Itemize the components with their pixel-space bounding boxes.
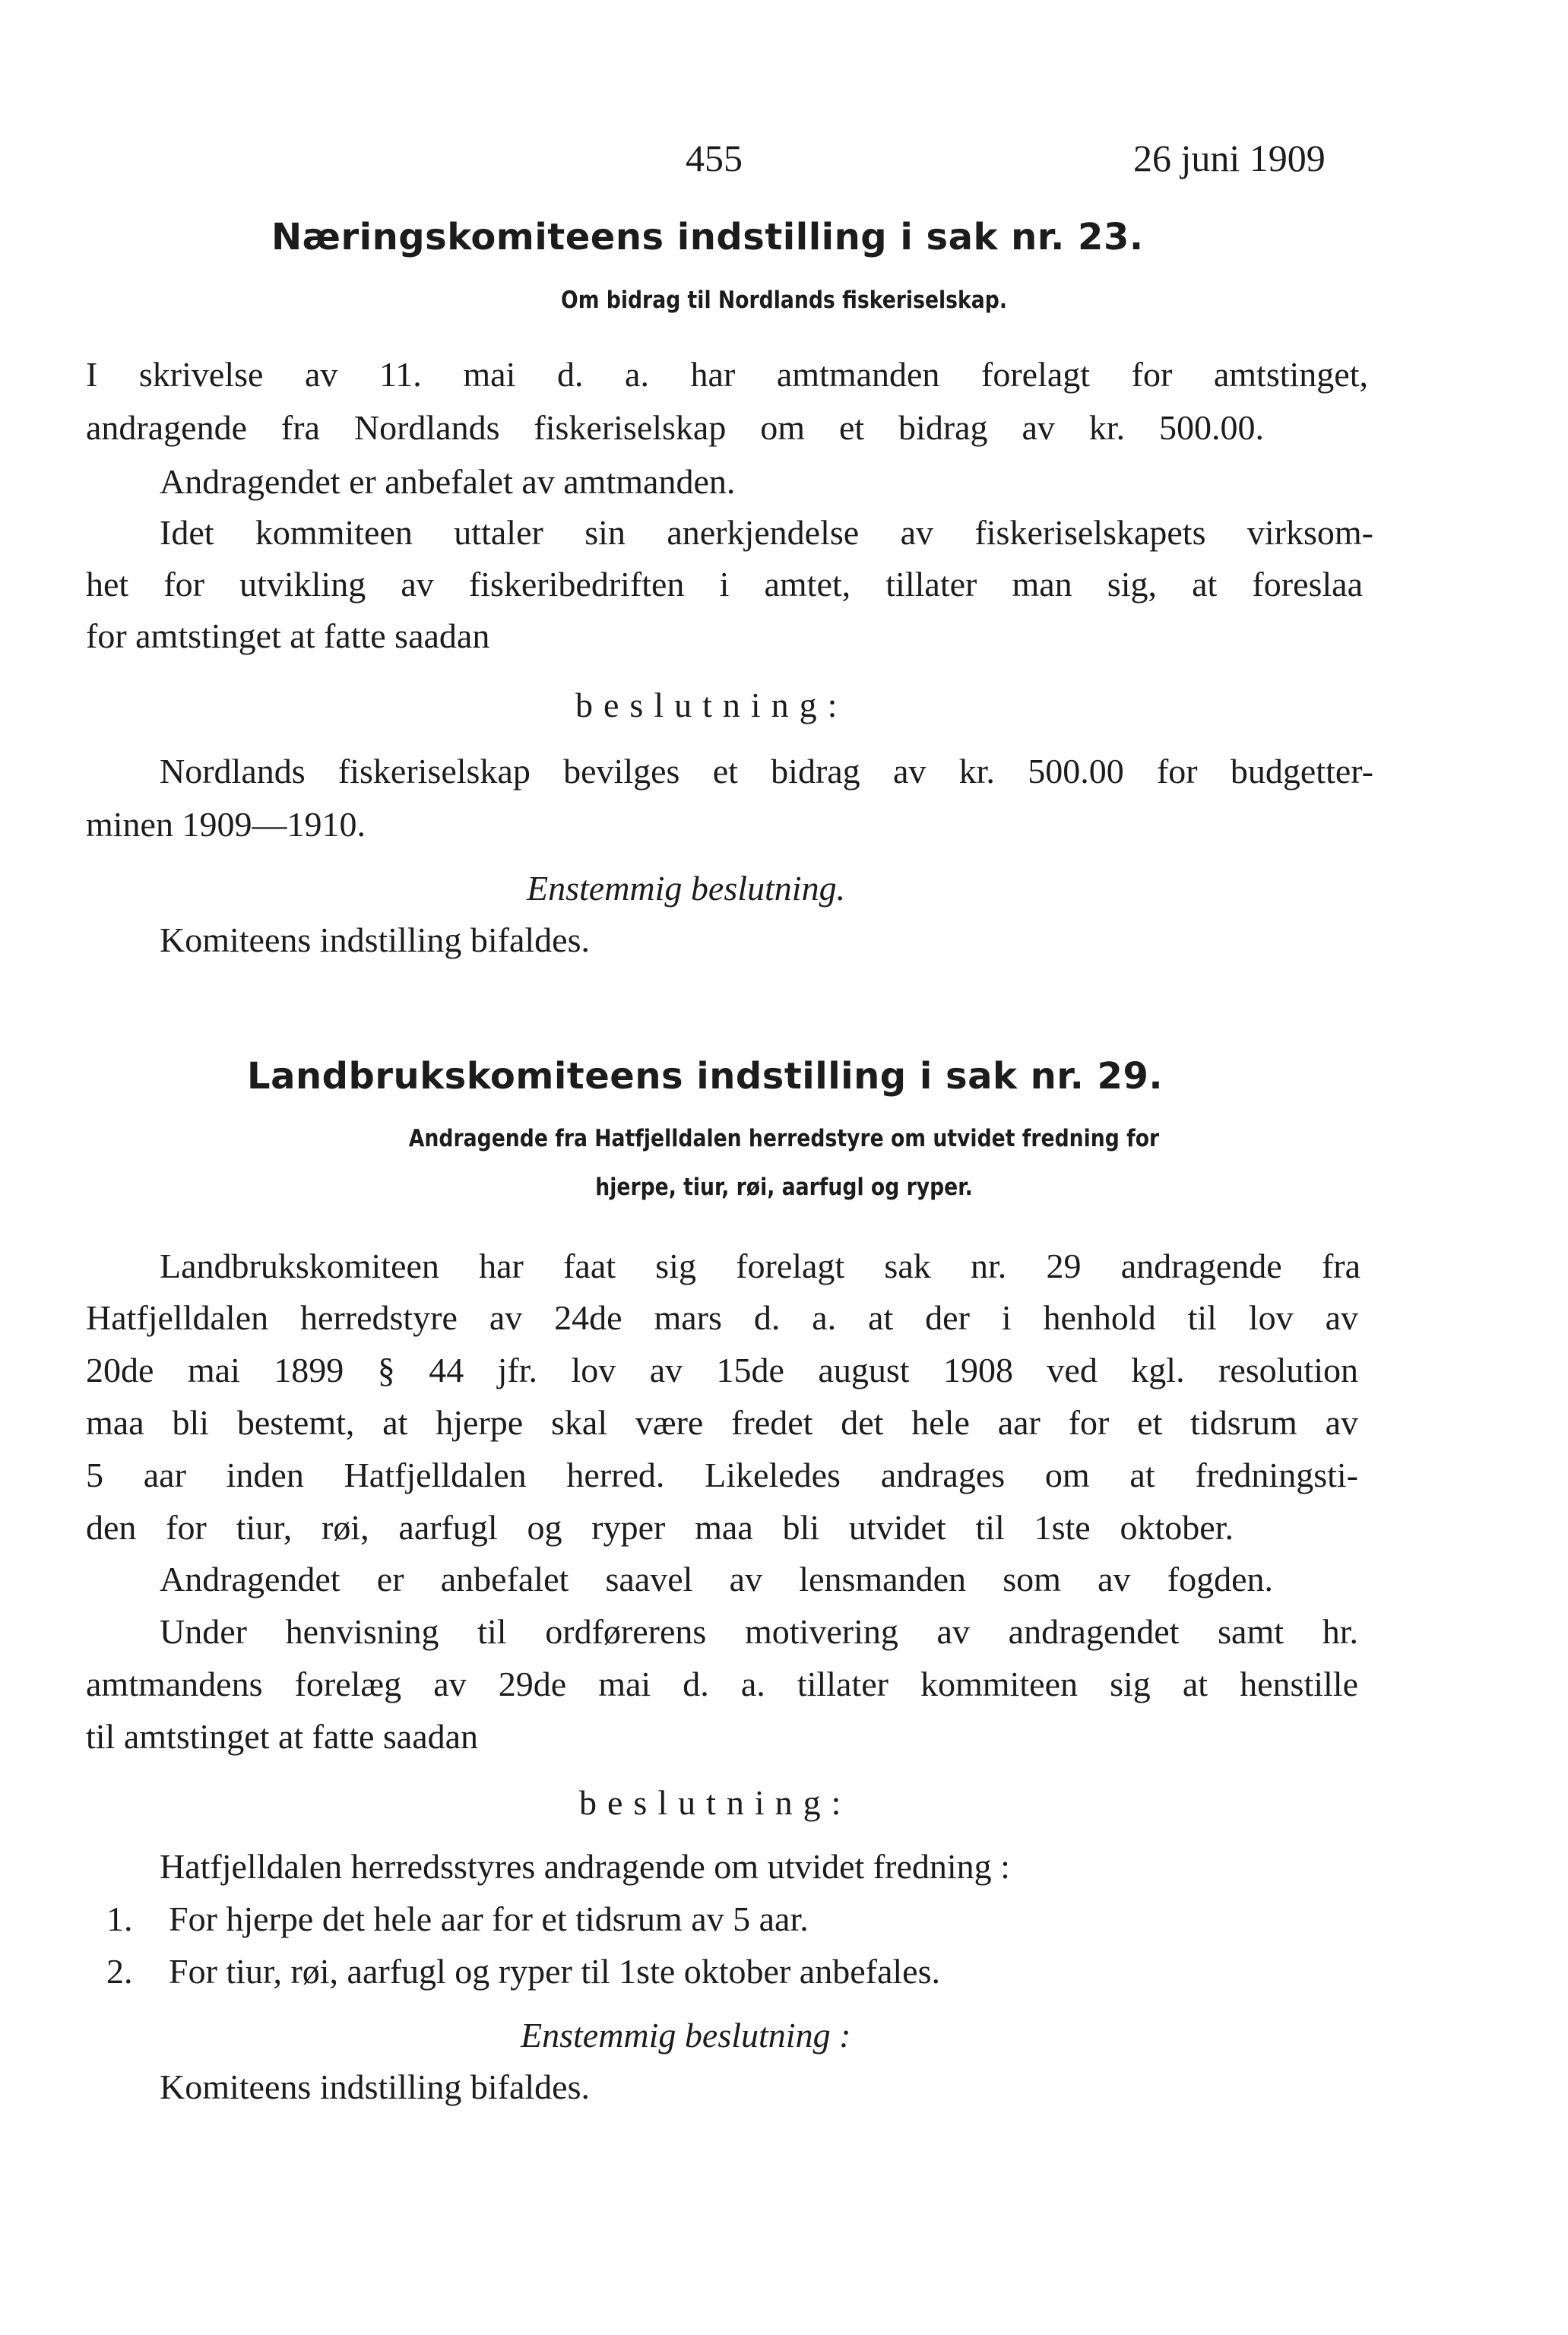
section2-unanimous: Enstemmig beslutning : — [521, 2016, 851, 2055]
list-item-number: 2. — [106, 1952, 133, 1991]
section2-beslutning-label: beslutning: — [579, 1783, 852, 1822]
section1-decision-line-2: minen 1909—1910. — [86, 805, 366, 844]
section1-beslutning-label: beslutning: — [575, 686, 848, 724]
section2-subtitle-line-1: Andragende fra Hatfjelldalen herredstyre om utvidet fredning for — [408, 1125, 1160, 1152]
section2-line-7: Andragendet er anbefalet saavel av lensmanden som av fogden. — [160, 1560, 1273, 1598]
section1-subtitle: Om bidrag til Nordlands fiskeriselskap. — [561, 287, 1007, 314]
section1-approved: Komiteens indstilling bifaldes. — [160, 920, 590, 959]
section2-line-1: Landbrukskomiteen har faat sig forelagt sak nr. 29 andragende fra — [160, 1247, 1361, 1285]
section2-line-9: amtmandens forelæg av 29de mai d. a. tillater kommiteen sig at henstille — [86, 1665, 1358, 1703]
section1-decision-line-1: Nordlands fiskeriselskap bevilges et bidrag av kr. 500.00 for budgetter- — [160, 752, 1373, 790]
section1-line-2: andragende fra Nordlands fiskeriselskap om et bidrag av kr. 500.00. — [86, 408, 1264, 447]
page-number: 455 — [686, 137, 743, 179]
section2-subtitle-line-2: hjerpe, tiur, røi, aarfugl og ryper. — [595, 1174, 973, 1201]
section2-line-4: maa bli bestemt, at hjerpe skal være fredet det hele aar for et tidsrum av — [86, 1403, 1358, 1442]
page-date: 26 juni 1909 — [1133, 137, 1326, 179]
section1-line-4: Idet kommiteen uttaler sin anerkjendelse av fiskeriselskapets virksom- — [160, 513, 1373, 552]
section2-title: Landbrukskomiteens indstilling i sak nr. 29. — [247, 1055, 1164, 1098]
section2-line-8: Under henvisning til ordførerens motivering av andragendet samt hr. — [160, 1612, 1358, 1651]
section1-unanimous: Enstemmig beslutning. — [527, 869, 846, 908]
section2-approved: Komiteens indstilling bifaldes. — [160, 2067, 590, 2106]
section2-line-2: Hatfjelldalen herredstyre av 24de mars d. a. at der i henhold til lov av — [86, 1298, 1358, 1337]
section1-line-5: het for utvikling av fiskeribedriften i amtet, tillater man sig, at foreslaa — [86, 565, 1363, 604]
section1-line-1: I skrivelse av 11. mai d. a. har amtmanden forelagt for amtstinget, — [86, 355, 1368, 394]
section2-line-6: den for tiur, røi, aarfugl og ryper maa bli utvidet til 1ste oktober. — [86, 1508, 1234, 1547]
section2-line-3: 20de mai 1899 § 44 jfr. lov av 15de august 1908 ved kgl. resolution — [86, 1351, 1358, 1389]
list-item-number: 1. — [106, 1899, 133, 1938]
section2-decision-intro: Hatfjelldalen herredsstyres andragende om utvidet fredning : — [160, 1847, 1010, 1886]
section2-line-5: 5 aar inden Hatfjelldalen herred. Likeledes andrages om at fredningsti- — [86, 1456, 1358, 1494]
section1-title: Næringskomiteens indstilling i sak nr. 23. — [271, 216, 1144, 258]
section1-line-6: for amtstinget at fatte saadan — [86, 616, 490, 655]
list-item-text: For hjerpe det hele aar for et tidsrum av 5 aar. — [169, 1899, 809, 1938]
section1-line-3: Andragendet er anbefalet av amtmanden. — [160, 462, 736, 501]
list-item-text: For tiur, røi, aarfugl og ryper til 1ste oktober anbefales. — [169, 1952, 940, 1991]
section2-line-10: til amtstinget at fatte saadan — [86, 1717, 479, 1756]
